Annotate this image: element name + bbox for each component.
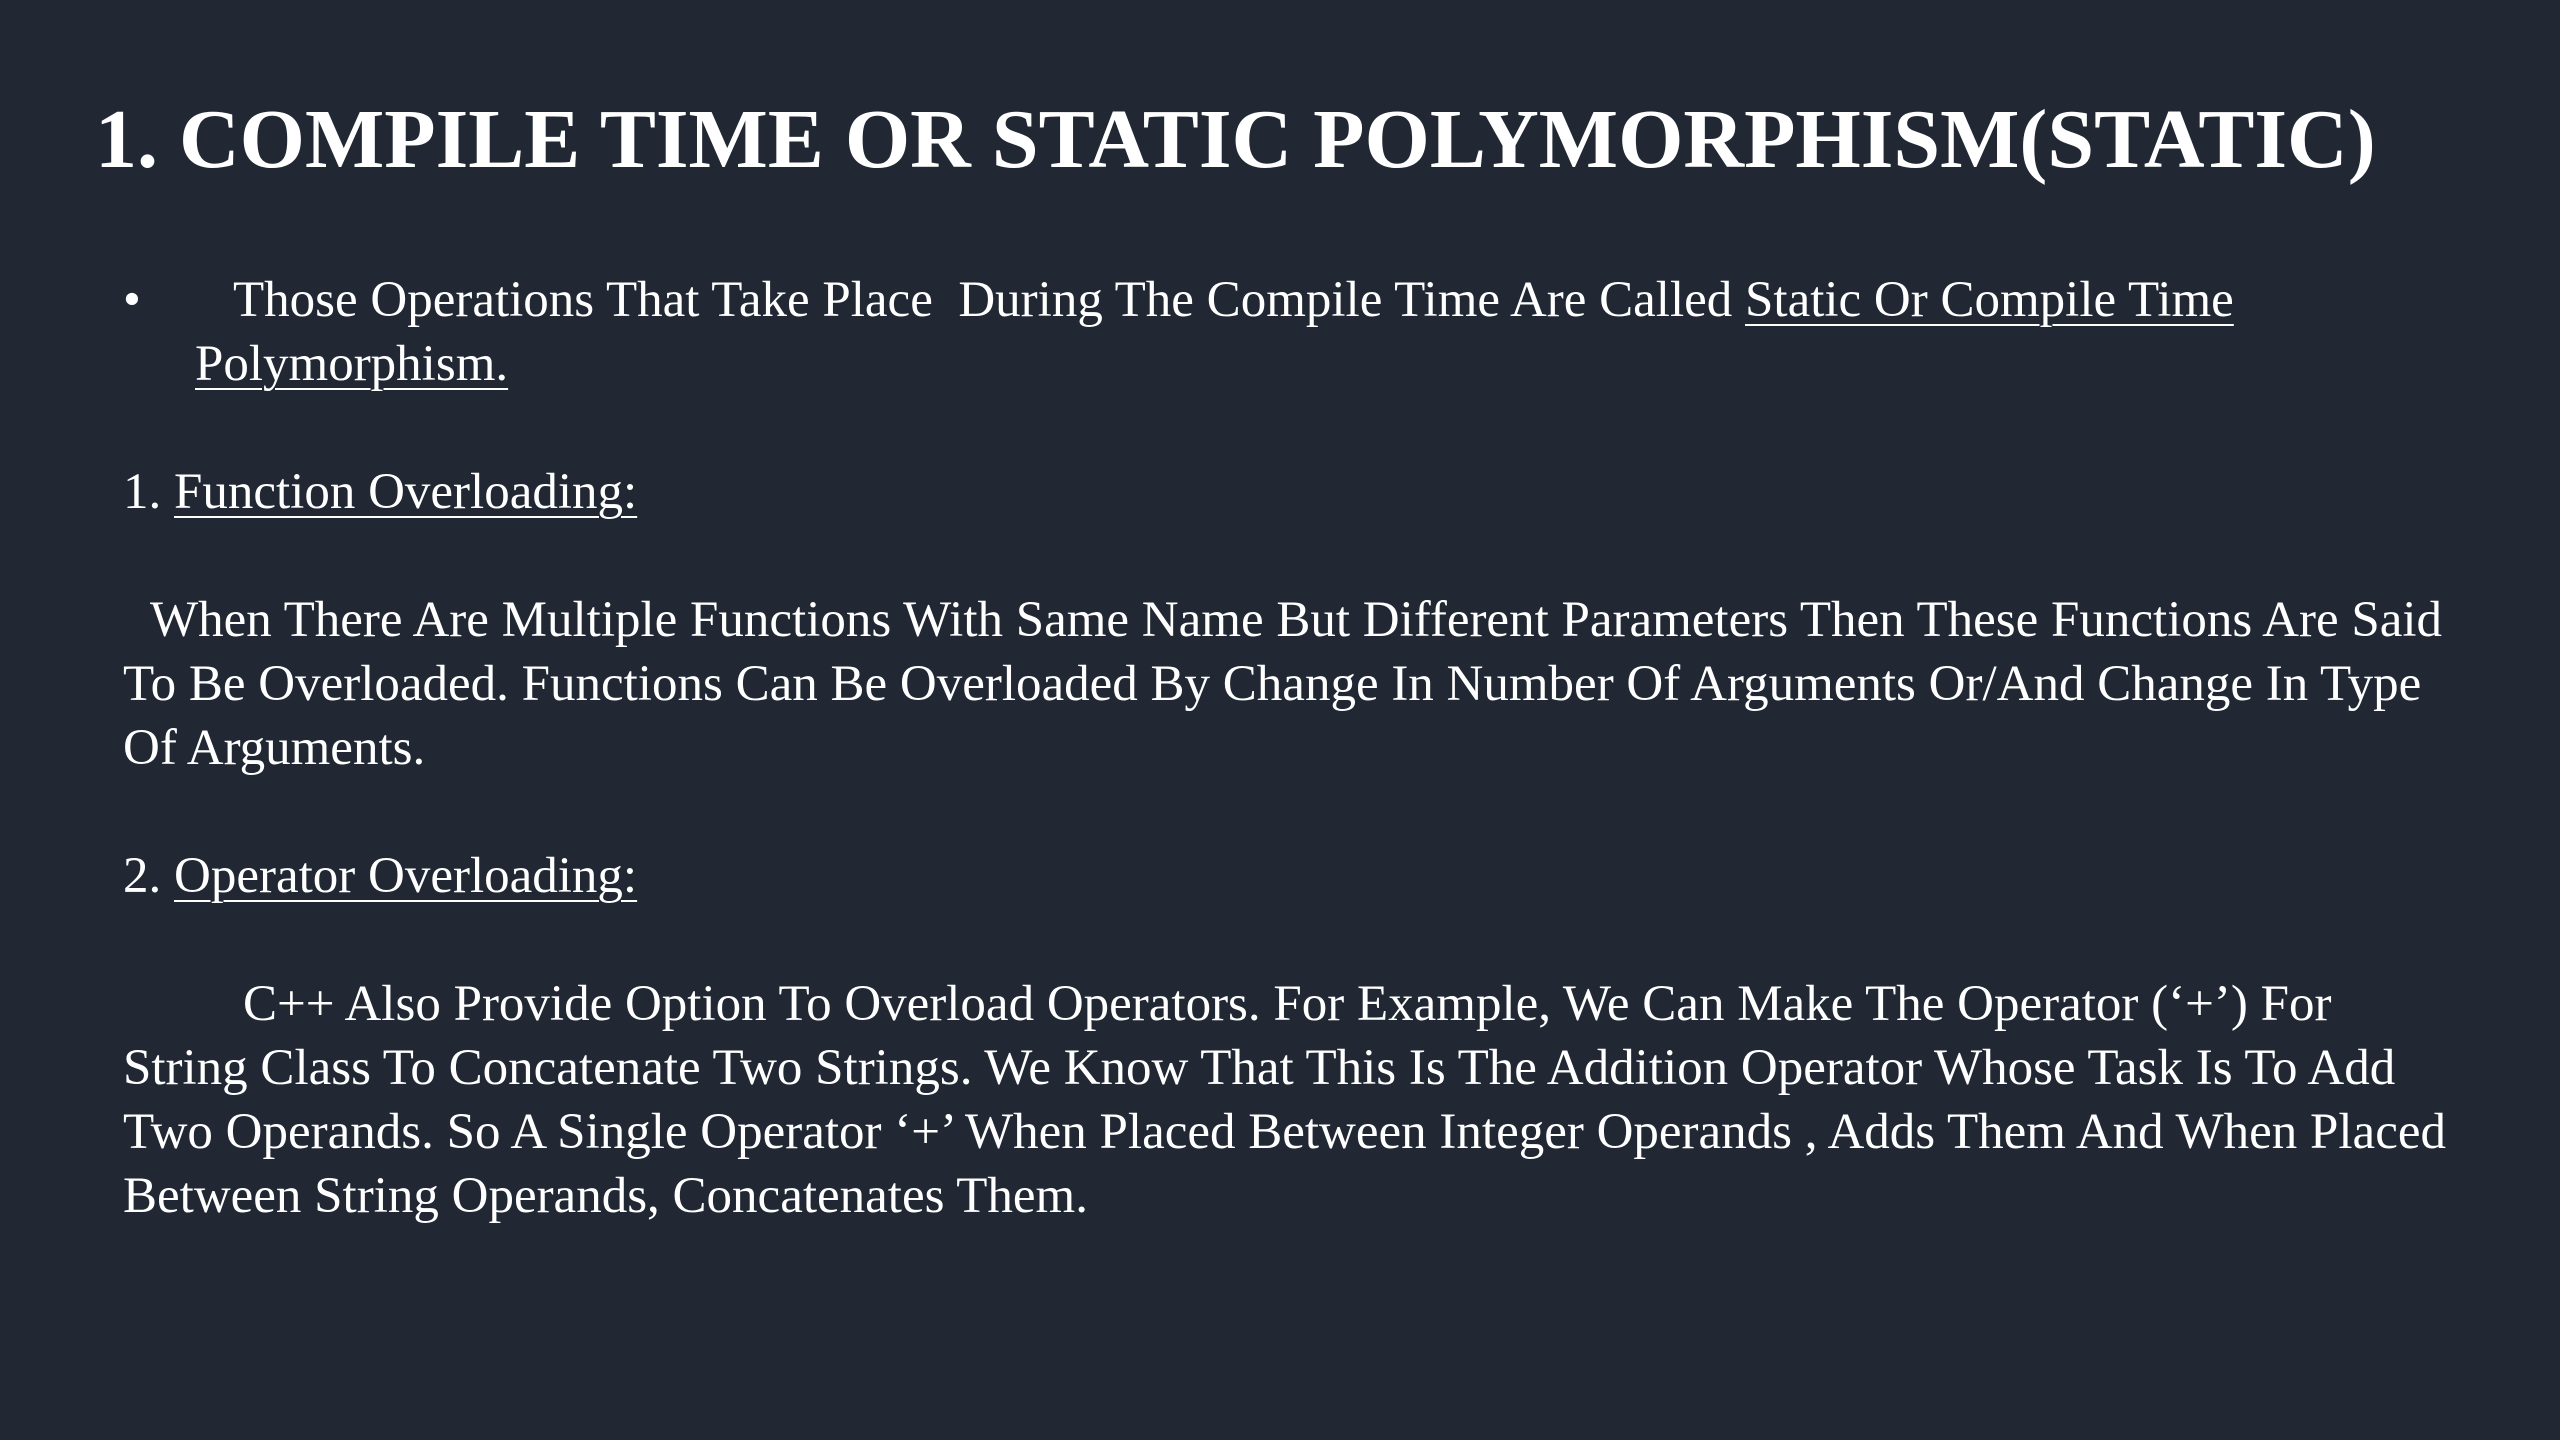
bullet-underlined-term: Static Or Compile Time — [1745, 272, 2234, 328]
section-heading-operator-overloading — [123, 844, 637, 908]
section-number: 2. — [123, 848, 162, 904]
section-number: 1. — [123, 464, 162, 520]
section-heading-function-overloading — [123, 460, 637, 524]
paragraph-text: When There Are Multiple Functions With Same Name But Different Parameters Then These Functions Are Said To Be Overloaded. Functions Can Be Overloaded By Change In Number Of Arguments Or/And Change In Type Of Arguments. — [123, 592, 2443, 776]
paragraph-operator-overloading — [123, 972, 2453, 1228]
bullet-marker: • — [123, 272, 141, 328]
bullet-text: Those Operations That Take Place During The Compile Time Are Called — [233, 272, 1746, 328]
bullet-underlined-term-continued: Polymorphism. — [195, 336, 509, 392]
slide-title: 1. COMPILE TIME OR STATIC POLYMORPHISM(STATIC) — [95, 93, 2376, 186]
bullet-line-1 — [233, 268, 2234, 332]
section-heading-text: Operator Overloading: — [174, 848, 638, 904]
paragraph-function-overloading — [123, 588, 2453, 780]
section-heading-text: Function Overloading: — [174, 464, 638, 520]
paragraph-text: C++ Also Provide Option To Overload Operators. For Example, We Can Make The Operator (‘+’) For String Class To Concatenate Two Strings. We Know That This Is The Addition Operator Whose Task Is To Add Two Operands. So A Single Operator ‘+’ When Placed Between Integer Operands , Adds Them And When Placed Between String Operands, Concatenates Them. — [123, 976, 2446, 1224]
